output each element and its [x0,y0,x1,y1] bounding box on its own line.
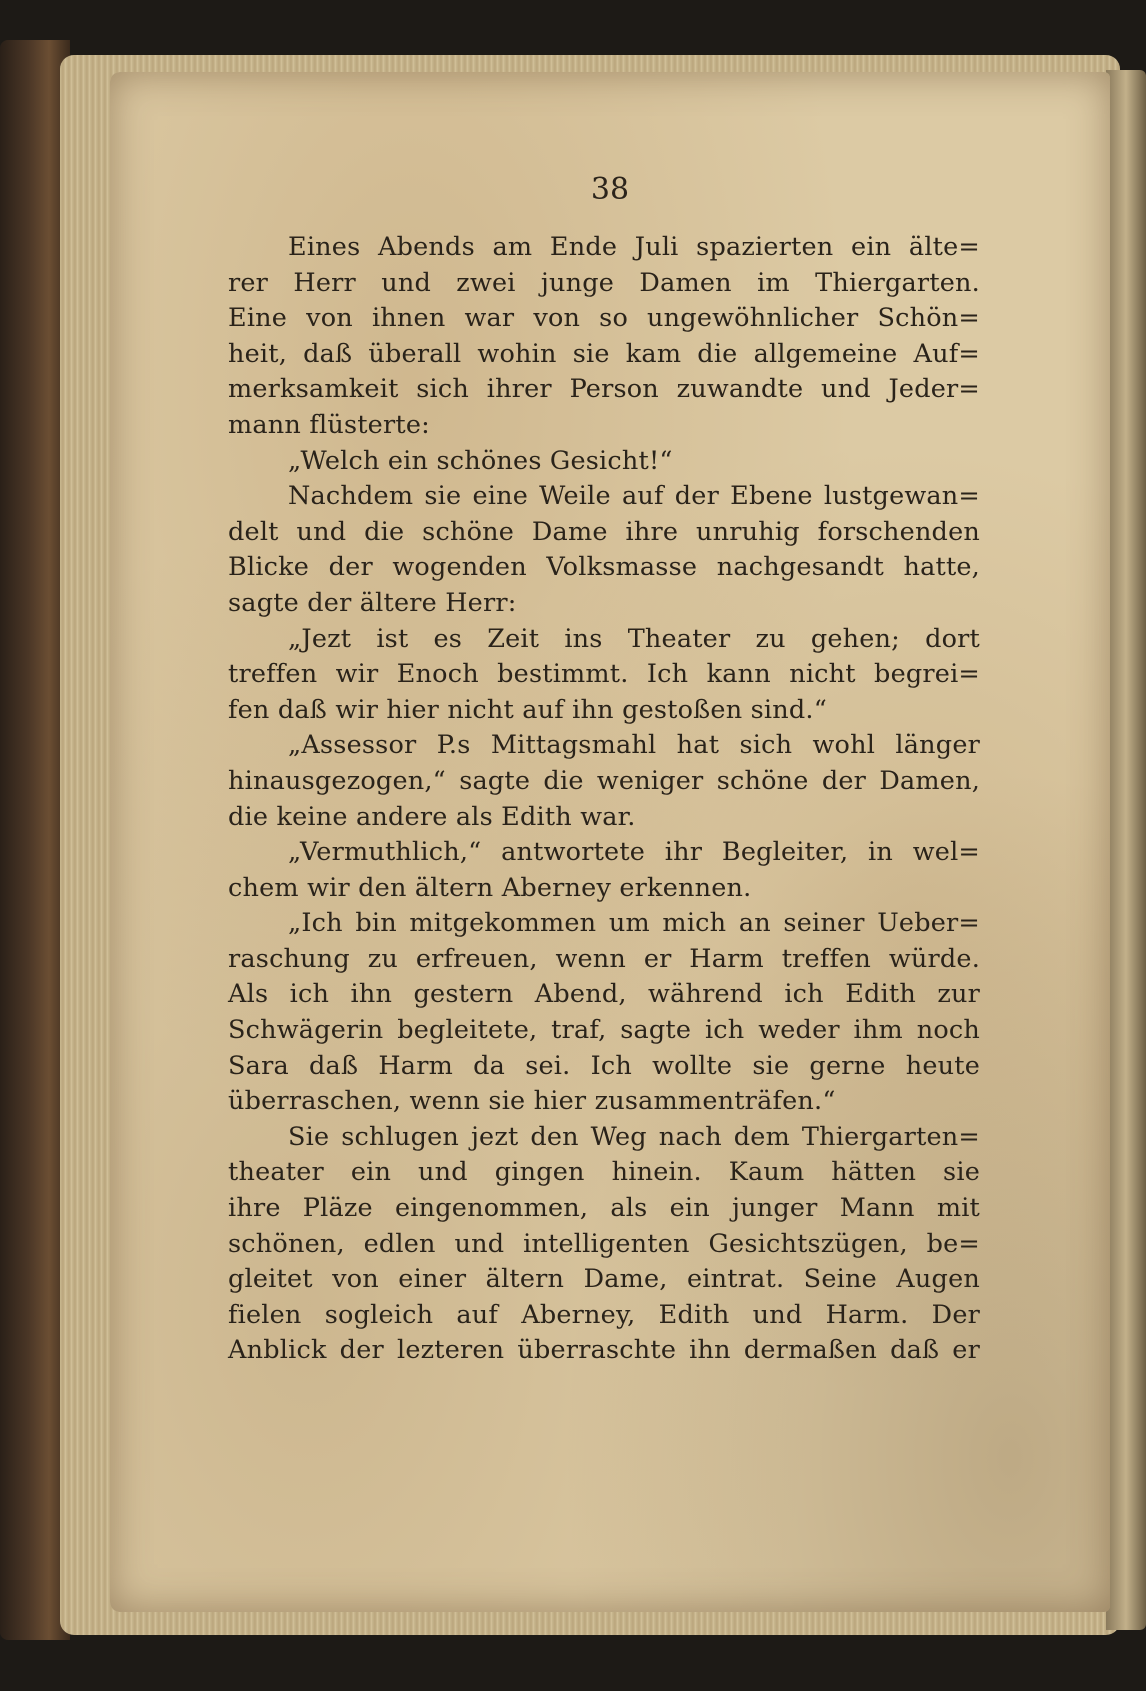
book-page [110,72,1110,1612]
text-line: „Welch ein schönes Gesicht!“ [288,445,673,476]
text-line: rer Herr und zwei junge Damen im Thiergarten. [228,267,980,298]
text-line: delt und die schöne Dame ihre unruhig forschenden [228,516,980,547]
text-line: Blicke der wogenden Volksmasse nachgesandt hatte, [228,552,980,583]
text-line: Als ich ihn gestern Abend, während ich Edith zur [228,979,980,1010]
text-line: fen daß wir hier nicht auf ihn gestoßen sind.“ [228,694,827,725]
page-number: 38 [590,172,630,207]
text-line: schönen, edlen und intelligenten Gesichtszügen, be= [228,1228,980,1259]
text-line: Schwägerin begleitete, traf, sagte ich weder ihm noch [228,1015,980,1046]
text-line: chem wir den ältern Aberney erkennen. [228,872,752,903]
text-line: fielen sogleich auf Aberney, Edith und Harm. Der [228,1299,980,1330]
text-line: heit, daß überall wohin sie kam die allgemeine Auf= [228,338,980,369]
text-line: gleitet von einer ältern Dame, eintrat. Seine Augen [228,1264,980,1295]
text-line: Anblick der lezteren überraschte ihn dermaßen daß er [228,1335,980,1366]
text-line: ihre Pläze eingenommen, als ein junger Mann mit [228,1193,980,1224]
text-line: „Ich bin mitgekommen um mich an seiner Ueber= [288,908,980,939]
text-line: mann flüsterte: [228,409,430,440]
text-line: Eines Abends am Ende Juli spazierten ein älte= [288,232,980,262]
text-line: hinausgezogen,“ sagte die weniger schöne der Damen, [228,765,980,796]
text-line: treffen wir Enoch bestimmt. Ich kann nicht begrei= [228,659,980,690]
text-line: „Jezt ist es Zeit ins Theater zu gehen; dort [288,623,980,654]
right-page-edge [1106,70,1146,1630]
text-line: Sara daß Harm da sei. Ich wollte sie gerne heute [228,1050,980,1081]
body-text [228,230,980,1369]
text-line: „Vermuthlich,“ antwortete ihr Begleiter, in wel= [288,837,980,868]
text-line: „Assessor P.s Mittagsmahl hat sich wohl länger [288,730,980,761]
text-line: Eine von ihnen war von so ungewöhnlicher Schön= [228,303,980,334]
text-line: die keine andere als Edith war. [228,801,636,832]
text-line: raschung zu erfreuen, wenn er Harm treffen würde. [228,943,980,974]
text-line: Nachdem sie eine Weile auf der Ebene lustgewan= [288,481,980,512]
text-line: theater ein und gingen hinein. Kaum hätten sie [228,1157,980,1188]
text-line: überraschen, wenn sie hier zusammenträfen.“ [228,1086,836,1117]
text-line: Sie schlugen jezt den Weg nach dem Thiergarten= [288,1121,980,1152]
text-line: merksamkeit sich ihrer Person zuwandte und Jeder= [228,374,980,405]
text-line: sagte der ältere Herr: [228,587,517,618]
